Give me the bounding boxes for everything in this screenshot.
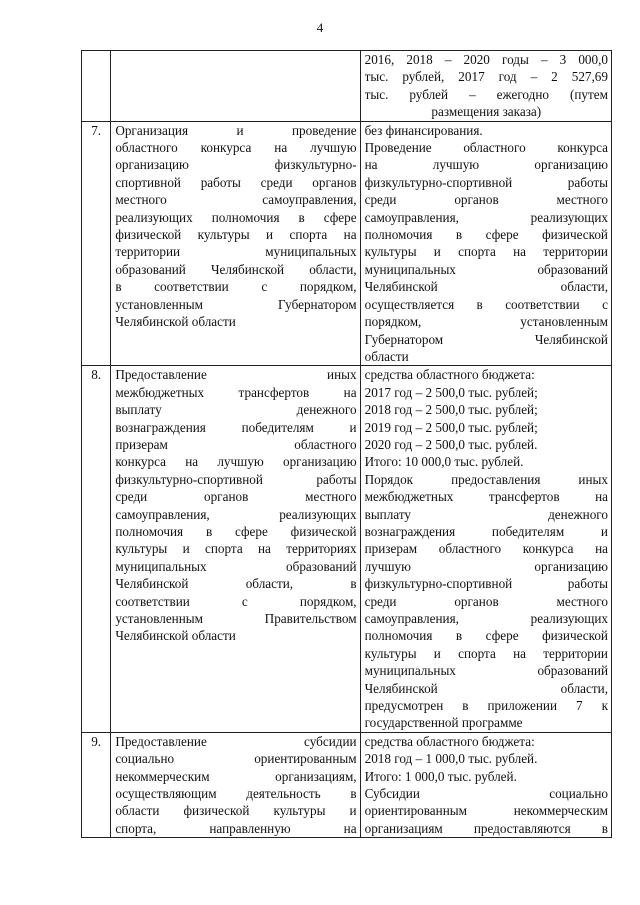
text-line: осуществляющим деятельность в: [115, 786, 357, 802]
text-line: Челябинской области,: [364, 680, 608, 696]
text-line: самоуправления, реализующих: [364, 611, 608, 626]
text-line: порядком, установленным: [364, 314, 608, 330]
text-line: тыс. рублей – ежегодно (путем: [364, 86, 608, 102]
text-line: Предоставление субсидии: [115, 733, 357, 749]
text-line: муниципальных образований: [364, 663, 608, 679]
row-number: 8.: [82, 366, 111, 733]
text-line: 2017 год – 2 500,0 тыс. рублей;: [364, 384, 538, 400]
table-row: [82, 51, 612, 122]
text-line: межбюджетных трансфертов на: [364, 489, 608, 505]
text-line: предусмотрен в приложении 7 к: [364, 698, 608, 714]
text-line: лучшую организацию: [364, 558, 608, 574]
text-line: 2018 год – 2 500,0 тыс. рублей;: [364, 402, 538, 418]
text-line: муниципальных образований: [364, 261, 608, 277]
text-line: полномочия в сфере физической: [364, 227, 608, 243]
text-line: установленным Правительством: [115, 611, 357, 626]
text-line: размещения заказа): [431, 104, 542, 120]
table-row: [82, 366, 612, 733]
text-line: межбюджетных трансфертов на: [115, 384, 357, 400]
row-number: [82, 51, 111, 122]
text-line: конкурса на лучшую организацию: [115, 454, 357, 470]
text-line: самоуправления, реализующих: [115, 506, 357, 522]
text-line: государственной программе: [364, 715, 523, 731]
text-line: вознаграждения победителям и: [364, 523, 608, 539]
text-line: средства областного бюджета:: [364, 367, 535, 383]
text-line: Челябинской области: [115, 628, 236, 644]
text-line: Челябинской области,: [364, 279, 608, 295]
text-line: самоуправления, реализующих: [364, 209, 608, 225]
text-line: местного самоуправления,: [115, 192, 357, 208]
text-line: спорта, направленную на: [115, 820, 357, 836]
funding-cell: [360, 732, 611, 837]
text-line: физкультурно-спортивной работы: [364, 174, 608, 190]
text-line: 2016, 2018 – 2020 годы – 3 000,0: [364, 52, 608, 67]
text-line: Итого: 1 000,0 тыс. рублей.: [364, 768, 517, 784]
table-row: [82, 121, 612, 366]
funding-cell: [360, 121, 611, 366]
text-line: среди органов местного: [364, 593, 608, 609]
text-line: Порядок предоставления иных: [364, 471, 608, 487]
text-line: физической культуры и спорта на: [115, 227, 357, 243]
text-line: Организация и проведение: [115, 122, 357, 138]
page-number: 4: [316, 20, 324, 35]
text-line: культуры и спорта на территориях: [115, 541, 357, 557]
text-line: социально ориентированным: [115, 751, 357, 767]
text-line: спортивной работы среди органов: [115, 174, 357, 190]
funding-cell: [360, 51, 611, 122]
text-line: ориентированным некоммерческим: [364, 803, 608, 819]
program-activities-table: [81, 50, 612, 838]
text-line: 2020 год – 2 500,0 тыс. рублей.: [364, 436, 538, 452]
row-number: 9.: [82, 732, 111, 837]
text-line: физкультурно-спортивной работы: [115, 471, 357, 487]
text-line: без финансирования.: [364, 122, 483, 138]
text-line: Проведение областного конкурса: [364, 140, 608, 156]
activity-name-cell: [111, 732, 360, 837]
text-line: полномочия в сфере физической: [364, 628, 608, 644]
text-line: выплату денежного: [115, 402, 357, 418]
text-line: полномочия в сфере физической: [115, 523, 357, 539]
text-line: тыс. рублей, 2017 год – 2 527,69: [364, 69, 608, 85]
text-line: 2019 год – 2 500,0 тыс. рублей;: [364, 419, 538, 435]
text-line: средства областного бюджета:: [364, 733, 535, 749]
text-line: осуществляется в соответствии с: [364, 296, 608, 312]
text-line: выплату денежного: [364, 506, 608, 522]
text-line: области: [364, 348, 409, 364]
text-line: Челябинской области, в: [115, 576, 357, 592]
text-line: культуры и спорта на территории: [364, 645, 608, 661]
activity-name-cell: [111, 366, 360, 733]
text-line: организациям предоставляются в: [364, 820, 608, 836]
text-line: призерам областного конкурса на: [364, 541, 608, 557]
text-line: Губернатором Челябинской: [364, 331, 608, 347]
text-line: образований Челябинской области,: [115, 261, 357, 277]
text-line: Субсидии социально: [364, 786, 608, 802]
text-line: соответствии с порядком,: [115, 593, 357, 609]
text-line: призерам областного: [115, 436, 357, 452]
text-line: Предоставление иных: [115, 367, 357, 383]
text-line: физкультурно-спортивной работы: [364, 576, 608, 592]
activity-name-cell: [111, 121, 360, 366]
text-line: муниципальных образований: [115, 558, 357, 574]
text-line: областного конкурса на лучшую: [115, 140, 357, 156]
text-line: в соответствии с порядком,: [115, 279, 357, 295]
text-line: 2018 год – 1 000,0 тыс. рублей.: [364, 751, 538, 767]
row-number: 7.: [82, 121, 111, 366]
text-line: Итого: 10 000,0 тыс. рублей.: [364, 454, 524, 470]
table-body: [82, 51, 612, 838]
text-line: организацию физкультурно-: [115, 157, 357, 173]
text-line: среди органов местного: [115, 489, 357, 505]
text-line: Челябинской области: [115, 314, 236, 330]
text-line: среди органов местного: [364, 192, 608, 208]
table-row: [82, 732, 612, 837]
text-line: реализующих полномочия в сфере: [115, 209, 357, 225]
text-line: территории муниципальных: [115, 244, 357, 260]
activity-name-cell: [111, 51, 360, 122]
text-line: некоммерческим организациям,: [115, 768, 357, 784]
text-line: вознаграждения победителям и: [115, 419, 357, 435]
text-line: установленным Губернатором: [115, 296, 357, 312]
text-line: культуры и спорта на территории: [364, 244, 608, 260]
text-line: на лучшую организацию: [364, 157, 608, 173]
text-line: области физической культуры и: [115, 803, 357, 819]
funding-cell: [360, 366, 611, 733]
